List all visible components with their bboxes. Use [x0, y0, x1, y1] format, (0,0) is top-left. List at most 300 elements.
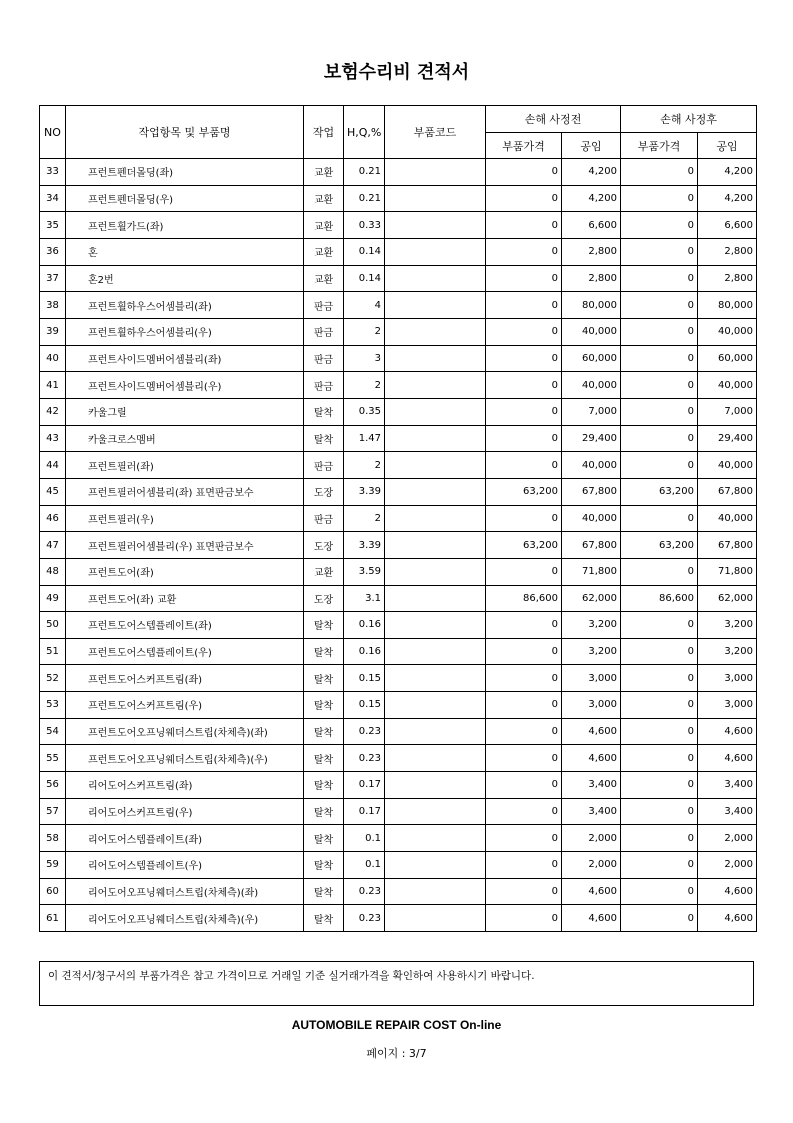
row-hq: 2 — [344, 318, 385, 345]
row-item-name: 리어도어오프닝웨더스트립(차체측)(우) — [66, 905, 304, 932]
row-after-labor: 62,000 — [698, 585, 757, 612]
row-after-labor: 2,800 — [698, 238, 757, 265]
row-before-labor: 3,000 — [562, 692, 621, 719]
row-no: 60 — [40, 878, 66, 905]
row-item-name: 프런트필러어셈블리(우) 표면판금보수 — [66, 532, 304, 559]
estimate-rows — [40, 159, 757, 932]
row-after-labor: 2,000 — [698, 852, 757, 879]
row-hq: 0.23 — [344, 718, 385, 745]
row-after-labor: 80,000 — [698, 292, 757, 319]
row-after-part-price: 0 — [621, 718, 698, 745]
row-hq: 2 — [344, 452, 385, 479]
row-hq: 0.23 — [344, 745, 385, 772]
row-no: 58 — [40, 825, 66, 852]
header-after-labor: 공임 — [698, 133, 757, 159]
row-no: 55 — [40, 745, 66, 772]
row-after-part-price: 0 — [621, 265, 698, 292]
row-before-part-price: 0 — [486, 852, 562, 879]
row-hq: 0.35 — [344, 398, 385, 425]
row-after-labor: 4,600 — [698, 878, 757, 905]
row-work-type: 탈착 — [304, 905, 344, 932]
row-after-part-price: 0 — [621, 345, 698, 372]
row-before-labor: 7,000 — [562, 398, 621, 425]
row-after-labor: 4,600 — [698, 905, 757, 932]
row-hq: 0.1 — [344, 852, 385, 879]
row-part-code — [385, 665, 486, 692]
table-row — [40, 185, 757, 212]
row-work-type: 도장 — [304, 478, 344, 505]
row-before-labor: 4,600 — [562, 718, 621, 745]
row-hq: 0.17 — [344, 772, 385, 799]
table-row — [40, 692, 757, 719]
row-before-part-price: 0 — [486, 825, 562, 852]
row-no: 56 — [40, 772, 66, 799]
row-before-labor: 4,200 — [562, 185, 621, 212]
row-hq: 3.59 — [344, 558, 385, 585]
row-item-name: 리어도어스텝플레이트(우) — [66, 852, 304, 879]
row-work-type: 판금 — [304, 318, 344, 345]
table-row — [40, 478, 757, 505]
table-row — [40, 665, 757, 692]
header-before-adjustment: 손해 사정전 — [486, 106, 621, 133]
page-number: 페이지 : 3/7 — [366, 1047, 427, 1060]
row-no: 42 — [40, 398, 66, 425]
row-work-type: 탈착 — [304, 772, 344, 799]
row-no: 61 — [40, 905, 66, 932]
row-item-name: 리어도어스커프트림(좌) — [66, 772, 304, 799]
row-after-part-price: 0 — [621, 292, 698, 319]
row-no: 46 — [40, 505, 66, 532]
row-before-labor: 6,600 — [562, 212, 621, 239]
row-before-labor: 2,000 — [562, 825, 621, 852]
row-part-code — [385, 585, 486, 612]
row-before-part-price: 0 — [486, 692, 562, 719]
row-before-part-price: 0 — [486, 558, 562, 585]
row-before-labor: 29,400 — [562, 425, 621, 452]
row-hq: 0.16 — [344, 612, 385, 639]
row-before-labor: 67,800 — [562, 478, 621, 505]
row-part-code — [385, 345, 486, 372]
row-after-labor: 71,800 — [698, 558, 757, 585]
row-item-name: 리어도어스커프트림(우) — [66, 798, 304, 825]
row-before-labor: 40,000 — [562, 452, 621, 479]
row-work-type: 탈착 — [304, 878, 344, 905]
row-before-labor: 2,800 — [562, 238, 621, 265]
row-hq: 0.15 — [344, 692, 385, 719]
row-work-type: 도장 — [304, 532, 344, 559]
table-row — [40, 585, 757, 612]
row-after-labor: 29,400 — [698, 425, 757, 452]
row-before-part-price: 0 — [486, 798, 562, 825]
row-work-type: 판금 — [304, 292, 344, 319]
row-before-labor: 4,200 — [562, 159, 621, 186]
header-item: 작업항목 및 부품명 — [66, 106, 304, 159]
row-work-type: 탈착 — [304, 425, 344, 452]
table-row — [40, 825, 757, 852]
row-after-labor: 3,000 — [698, 692, 757, 719]
row-after-labor: 40,000 — [698, 452, 757, 479]
row-before-part-price: 0 — [486, 372, 562, 399]
row-no: 52 — [40, 665, 66, 692]
row-hq: 4 — [344, 292, 385, 319]
row-before-part-price: 0 — [486, 665, 562, 692]
row-part-code — [385, 718, 486, 745]
row-after-part-price: 0 — [621, 905, 698, 932]
row-after-part-price: 0 — [621, 238, 698, 265]
row-item-name: 프런트펜더몰딩(우) — [66, 185, 304, 212]
row-after-part-price: 0 — [621, 638, 698, 665]
table-row — [40, 852, 757, 879]
row-no: 50 — [40, 612, 66, 639]
row-before-labor: 2,000 — [562, 852, 621, 879]
row-after-part-price: 0 — [621, 372, 698, 399]
row-hq: 0.1 — [344, 825, 385, 852]
row-no: 36 — [40, 238, 66, 265]
row-after-labor: 3,400 — [698, 798, 757, 825]
page-title: 보험수리비 견적서 — [323, 62, 470, 83]
row-after-part-price: 0 — [621, 612, 698, 639]
row-after-labor: 6,600 — [698, 212, 757, 239]
row-part-code — [385, 825, 486, 852]
row-after-part-price: 0 — [621, 505, 698, 532]
row-no: 48 — [40, 558, 66, 585]
row-before-part-price: 0 — [486, 398, 562, 425]
row-work-type: 교환 — [304, 185, 344, 212]
row-after-part-price: 0 — [621, 878, 698, 905]
row-part-code — [385, 638, 486, 665]
table-row — [40, 372, 757, 399]
row-hq: 0.14 — [344, 238, 385, 265]
row-after-labor: 67,800 — [698, 478, 757, 505]
row-before-labor: 4,600 — [562, 878, 621, 905]
row-hq: 0.23 — [344, 878, 385, 905]
row-item-name: 프런트사이드멤버어셈블리(좌) — [66, 345, 304, 372]
row-after-labor: 4,600 — [698, 718, 757, 745]
row-item-name: 프런트휠가드(좌) — [66, 212, 304, 239]
row-after-labor: 2,800 — [698, 265, 757, 292]
row-no: 37 — [40, 265, 66, 292]
row-no: 44 — [40, 452, 66, 479]
row-part-code — [385, 292, 486, 319]
row-before-part-price: 86,600 — [486, 585, 562, 612]
row-work-type: 탈착 — [304, 692, 344, 719]
row-hq: 0.16 — [344, 638, 385, 665]
row-no: 40 — [40, 345, 66, 372]
row-part-code — [385, 745, 486, 772]
row-before-part-price: 0 — [486, 185, 562, 212]
row-no: 49 — [40, 585, 66, 612]
row-part-code — [385, 772, 486, 799]
table-row — [40, 638, 757, 665]
row-work-type: 판금 — [304, 505, 344, 532]
row-after-part-price: 0 — [621, 852, 698, 879]
row-after-part-price: 0 — [621, 185, 698, 212]
table-row — [40, 212, 757, 239]
row-item-name: 프런트필러어셈블리(좌) 표면판금보수 — [66, 478, 304, 505]
header-part-code: 부품코드 — [385, 106, 486, 159]
row-no: 45 — [40, 478, 66, 505]
row-hq: 1.47 — [344, 425, 385, 452]
table-row — [40, 532, 757, 559]
table-row — [40, 425, 757, 452]
row-no: 38 — [40, 292, 66, 319]
row-part-code — [385, 905, 486, 932]
row-before-labor: 40,000 — [562, 372, 621, 399]
header-work: 작업 — [304, 106, 344, 159]
table-row — [40, 505, 757, 532]
row-before-labor: 4,600 — [562, 905, 621, 932]
row-part-code — [385, 238, 486, 265]
table-row — [40, 772, 757, 799]
row-before-labor: 67,800 — [562, 532, 621, 559]
estimate-table — [39, 105, 757, 932]
row-no: 53 — [40, 692, 66, 719]
row-after-labor: 3,400 — [698, 772, 757, 799]
row-no: 43 — [40, 425, 66, 452]
row-before-labor: 3,400 — [562, 798, 621, 825]
row-after-part-price: 63,200 — [621, 478, 698, 505]
row-before-labor: 40,000 — [562, 505, 621, 532]
row-before-part-price: 0 — [486, 265, 562, 292]
row-hq: 3.39 — [344, 532, 385, 559]
row-hq: 2 — [344, 505, 385, 532]
row-work-type: 도장 — [304, 585, 344, 612]
row-item-name: 프런트휠하우스어셈블리(좌) — [66, 292, 304, 319]
row-after-labor: 3,200 — [698, 638, 757, 665]
row-hq: 0.21 — [344, 159, 385, 186]
row-before-labor: 3,400 — [562, 772, 621, 799]
row-after-part-price: 63,200 — [621, 532, 698, 559]
row-before-labor: 60,000 — [562, 345, 621, 372]
row-item-name: 프런트도어오프닝웨더스트립(차체측)(좌) — [66, 718, 304, 745]
row-item-name: 혼 — [66, 238, 304, 265]
row-part-code — [385, 372, 486, 399]
row-part-code — [385, 398, 486, 425]
row-before-part-price: 0 — [486, 718, 562, 745]
row-part-code — [385, 478, 486, 505]
row-before-part-price: 0 — [486, 452, 562, 479]
row-no: 35 — [40, 212, 66, 239]
row-part-code — [385, 852, 486, 879]
row-part-code — [385, 692, 486, 719]
row-item-name: 프런트도어스텝플레이트(우) — [66, 638, 304, 665]
row-after-labor: 67,800 — [698, 532, 757, 559]
row-before-part-price: 0 — [486, 318, 562, 345]
row-before-labor: 4,600 — [562, 745, 621, 772]
row-before-part-price: 0 — [486, 292, 562, 319]
price-disclaimer: 이 견적서/청구서의 부품가격은 참고 가격이므로 거래일 기준 실거래가격을 확인하여 사용하시기 바랍니다. — [39, 961, 754, 1006]
row-before-part-price: 0 — [486, 638, 562, 665]
row-item-name: 프런트펜더몰딩(좌) — [66, 159, 304, 186]
row-item-name: 프런트도어오프닝웨더스트립(차체측)(우) — [66, 745, 304, 772]
table-row — [40, 798, 757, 825]
row-before-part-price: 63,200 — [486, 532, 562, 559]
row-no: 39 — [40, 318, 66, 345]
row-part-code — [385, 318, 486, 345]
row-before-part-price: 0 — [486, 905, 562, 932]
row-work-type: 교환 — [304, 265, 344, 292]
row-before-part-price: 0 — [486, 772, 562, 799]
row-work-type: 탈착 — [304, 398, 344, 425]
row-hq: 2 — [344, 372, 385, 399]
row-after-labor: 40,000 — [698, 505, 757, 532]
header-before-labor: 공임 — [562, 133, 621, 159]
row-item-name: 프런트사이드멤버어셈블리(우) — [66, 372, 304, 399]
row-part-code — [385, 505, 486, 532]
row-hq: 0.33 — [344, 212, 385, 239]
row-before-part-price: 0 — [486, 425, 562, 452]
table-row — [40, 558, 757, 585]
row-after-labor: 4,200 — [698, 185, 757, 212]
row-work-type: 탈착 — [304, 665, 344, 692]
row-before-part-price: 63,200 — [486, 478, 562, 505]
footer-brand: AUTOMOBILE REPAIR COST On-line — [291, 1018, 502, 1032]
row-before-labor: 3,200 — [562, 638, 621, 665]
row-item-name: 리어도어오프닝웨더스트립(차체측)(좌) — [66, 878, 304, 905]
row-after-labor: 40,000 — [698, 372, 757, 399]
row-item-name: 프런트필러(좌) — [66, 452, 304, 479]
row-hq: 0.17 — [344, 798, 385, 825]
header-before-part-price: 부품가격 — [486, 133, 562, 159]
row-after-part-price: 0 — [621, 772, 698, 799]
row-before-part-price: 0 — [486, 159, 562, 186]
row-no: 57 — [40, 798, 66, 825]
row-after-part-price: 0 — [621, 665, 698, 692]
row-before-labor: 3,200 — [562, 612, 621, 639]
row-before-part-price: 0 — [486, 612, 562, 639]
row-before-labor: 62,000 — [562, 585, 621, 612]
table-row — [40, 345, 757, 372]
table-row — [40, 878, 757, 905]
row-no: 33 — [40, 159, 66, 186]
row-item-name: 카울그릴 — [66, 398, 304, 425]
row-hq: 0.15 — [344, 665, 385, 692]
row-after-labor: 40,000 — [698, 318, 757, 345]
header-hq: H,Q,% — [344, 106, 385, 159]
table-row — [40, 265, 757, 292]
row-before-part-price: 0 — [486, 745, 562, 772]
row-part-code — [385, 159, 486, 186]
row-after-part-price: 0 — [621, 692, 698, 719]
row-after-part-price: 0 — [621, 558, 698, 585]
row-part-code — [385, 265, 486, 292]
row-after-part-price: 0 — [621, 745, 698, 772]
row-hq: 0.21 — [344, 185, 385, 212]
row-after-part-price: 0 — [621, 212, 698, 239]
row-after-part-price: 0 — [621, 159, 698, 186]
table-row — [40, 318, 757, 345]
row-after-labor: 4,600 — [698, 745, 757, 772]
row-work-type: 탈착 — [304, 745, 344, 772]
row-no: 47 — [40, 532, 66, 559]
row-item-name: 프런트도어스커프트림(좌) — [66, 665, 304, 692]
row-after-labor: 2,000 — [698, 825, 757, 852]
row-work-type: 교환 — [304, 238, 344, 265]
table-row — [40, 745, 757, 772]
row-item-name: 프런트도어스커프트림(우) — [66, 692, 304, 719]
row-hq: 0.14 — [344, 265, 385, 292]
row-after-labor: 3,200 — [698, 612, 757, 639]
row-work-type: 탈착 — [304, 852, 344, 879]
row-no: 51 — [40, 638, 66, 665]
row-before-part-price: 0 — [486, 212, 562, 239]
row-item-name: 리어도어스텝플레이트(좌) — [66, 825, 304, 852]
row-before-labor: 3,000 — [562, 665, 621, 692]
header-no: NO — [40, 106, 66, 159]
row-work-type: 판금 — [304, 345, 344, 372]
row-after-part-price: 0 — [621, 318, 698, 345]
row-item-name: 혼2번 — [66, 265, 304, 292]
row-before-part-price: 0 — [486, 878, 562, 905]
table-row — [40, 292, 757, 319]
row-part-code — [385, 452, 486, 479]
row-after-part-price: 0 — [621, 825, 698, 852]
header-after-part-price: 부품가격 — [621, 133, 698, 159]
row-item-name: 카울크로스멤버 — [66, 425, 304, 452]
row-after-part-price: 0 — [621, 425, 698, 452]
row-before-part-price: 0 — [486, 345, 562, 372]
row-work-type: 판금 — [304, 372, 344, 399]
row-work-type: 교환 — [304, 558, 344, 585]
row-item-name: 프런트필러(우) — [66, 505, 304, 532]
row-part-code — [385, 558, 486, 585]
row-hq: 3.39 — [344, 478, 385, 505]
table-row — [40, 452, 757, 479]
row-work-type: 탈착 — [304, 612, 344, 639]
row-part-code — [385, 425, 486, 452]
row-item-name: 프런트도어스텝플레이트(좌) — [66, 612, 304, 639]
table-row — [40, 159, 757, 186]
row-part-code — [385, 185, 486, 212]
row-after-part-price: 86,600 — [621, 585, 698, 612]
row-after-labor: 3,000 — [698, 665, 757, 692]
row-before-labor: 2,800 — [562, 265, 621, 292]
row-work-type: 교환 — [304, 159, 344, 186]
row-no: 54 — [40, 718, 66, 745]
header-after-adjustment: 손해 사정후 — [621, 106, 757, 133]
table-row — [40, 905, 757, 932]
row-item-name: 프런트도어(좌) — [66, 558, 304, 585]
row-work-type: 탈착 — [304, 638, 344, 665]
row-after-labor: 4,200 — [698, 159, 757, 186]
row-work-type: 교환 — [304, 212, 344, 239]
row-hq: 3.1 — [344, 585, 385, 612]
row-before-labor: 71,800 — [562, 558, 621, 585]
row-after-part-price: 0 — [621, 398, 698, 425]
row-before-part-price: 0 — [486, 505, 562, 532]
row-no: 59 — [40, 852, 66, 879]
table-row — [40, 612, 757, 639]
row-part-code — [385, 612, 486, 639]
row-after-labor: 7,000 — [698, 398, 757, 425]
row-before-labor: 40,000 — [562, 318, 621, 345]
row-after-part-price: 0 — [621, 452, 698, 479]
row-after-labor: 60,000 — [698, 345, 757, 372]
table-row — [40, 398, 757, 425]
row-hq: 0.23 — [344, 905, 385, 932]
row-no: 34 — [40, 185, 66, 212]
row-work-type: 탈착 — [304, 825, 344, 852]
table-row — [40, 718, 757, 745]
row-work-type: 탈착 — [304, 798, 344, 825]
row-part-code — [385, 878, 486, 905]
row-part-code — [385, 212, 486, 239]
row-before-part-price: 0 — [486, 238, 562, 265]
row-part-code — [385, 798, 486, 825]
row-part-code — [385, 532, 486, 559]
row-item-name: 프런트도어(좌) 교환 — [66, 585, 304, 612]
row-hq: 3 — [344, 345, 385, 372]
